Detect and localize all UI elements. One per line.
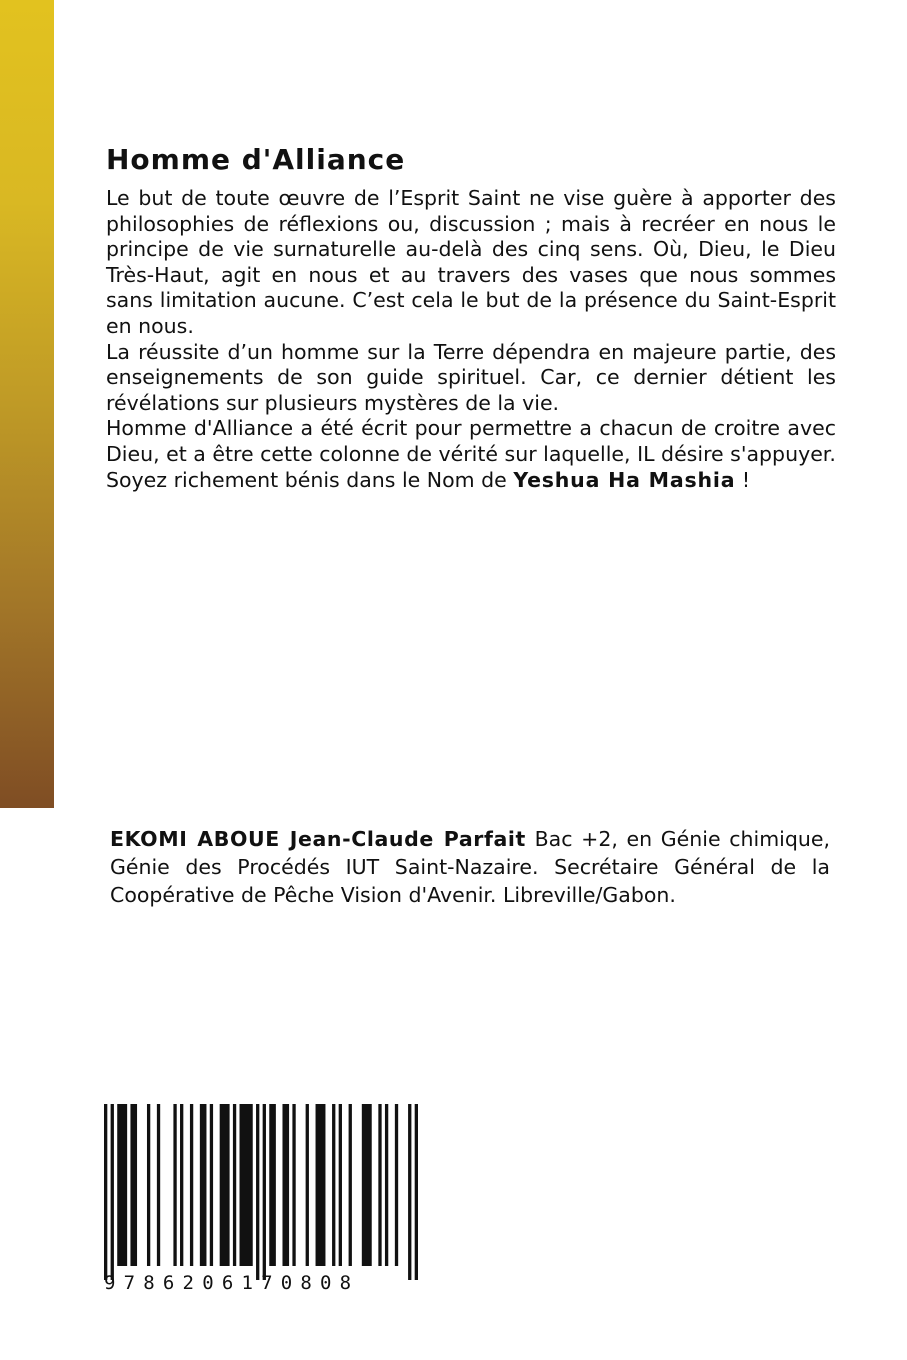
closing-prefix: Soyez richement bénis dans le Nom de — [106, 467, 514, 492]
barcode-bar — [395, 1104, 398, 1266]
book-title: Homme d'Alliance — [106, 143, 406, 176]
barcode-bar — [306, 1104, 309, 1266]
back-cover-blurb — [106, 140, 836, 493]
barcode-bar — [117, 1104, 127, 1266]
barcode-bar — [269, 1104, 276, 1266]
barcode-bar — [349, 1104, 352, 1266]
closing-suffix: ! — [735, 467, 751, 492]
closing-name: Yeshua Ha Mashia — [513, 467, 736, 492]
author-bio-text: Bac +2, en Génie chimique, Génie des Procédés IUT Saint-Nazaire. Secrétaire Général de la Coopérative de Pêche Vision d'Avenir. Libreville/Gabon. — [110, 827, 830, 907]
barcode-bar — [233, 1104, 236, 1266]
barcode-guard-bar — [415, 1104, 418, 1280]
barcode-guard-bar — [256, 1104, 259, 1280]
blurb-closing — [106, 468, 836, 494]
barcode-bar — [378, 1104, 381, 1266]
barcode-guard-bar — [111, 1104, 114, 1280]
barcode-bar — [157, 1104, 160, 1266]
isbn-number: 9786206170808 — [104, 1272, 360, 1294]
cover-color-band — [0, 0, 54, 808]
barcode-bar — [147, 1104, 150, 1266]
blurb-paragraph-2: La réussite d’un homme sur la Terre dépendra en majeure partie, des enseignements de son guide spirituel. Car, ce dernier détient les révélations sur plusieurs mystères de la vie. — [106, 339, 836, 415]
barcode-bar — [180, 1104, 183, 1266]
barcode-guard-bar — [263, 1104, 266, 1280]
barcode-bar — [282, 1104, 289, 1266]
barcode-guard-bar — [104, 1104, 107, 1280]
barcode-bar — [173, 1104, 176, 1266]
barcode-bar — [220, 1104, 230, 1266]
barcode-bar — [339, 1104, 342, 1266]
barcode-bar — [200, 1104, 207, 1266]
author-bio — [110, 825, 830, 909]
barcode-guard-bar — [408, 1104, 411, 1280]
barcode-bars — [104, 1104, 418, 1280]
barcode-bar — [362, 1104, 372, 1266]
blurb-paragraph-3: Homme d'Alliance a été écrit pour permettre a chacun de croitre avec Dieu, et a être cette colonne de vérité sur laquelle, IL désire s'appuyer. — [106, 416, 836, 466]
barcode-bar — [385, 1104, 388, 1266]
barcode-bar — [292, 1104, 295, 1266]
barcode-bar — [130, 1104, 137, 1266]
isbn-barcode — [104, 1104, 418, 1304]
barcode-bar — [190, 1104, 193, 1266]
barcode-bar — [210, 1104, 213, 1266]
author-name: EKOMI ABOUE Jean-Claude Parfait — [110, 827, 526, 851]
blurb-paragraph-1: Le but de toute œuvre de l’Esprit Saint ne vise guère à apporter des philosophies de réflexions ou, discussion ; mais à recréer en nous le principe de vie surnaturelle au-delà des cinq sens. Où, Dieu, le Dieu Très-Haut, agit en nous et au travers des vases que nous sommes sans limitation aucune. C’est cela le but de la présence du Saint-Esprit en nous. — [106, 186, 836, 338]
barcode-bar — [332, 1104, 335, 1266]
barcode-bar — [240, 1104, 253, 1266]
barcode-bar — [316, 1104, 326, 1266]
